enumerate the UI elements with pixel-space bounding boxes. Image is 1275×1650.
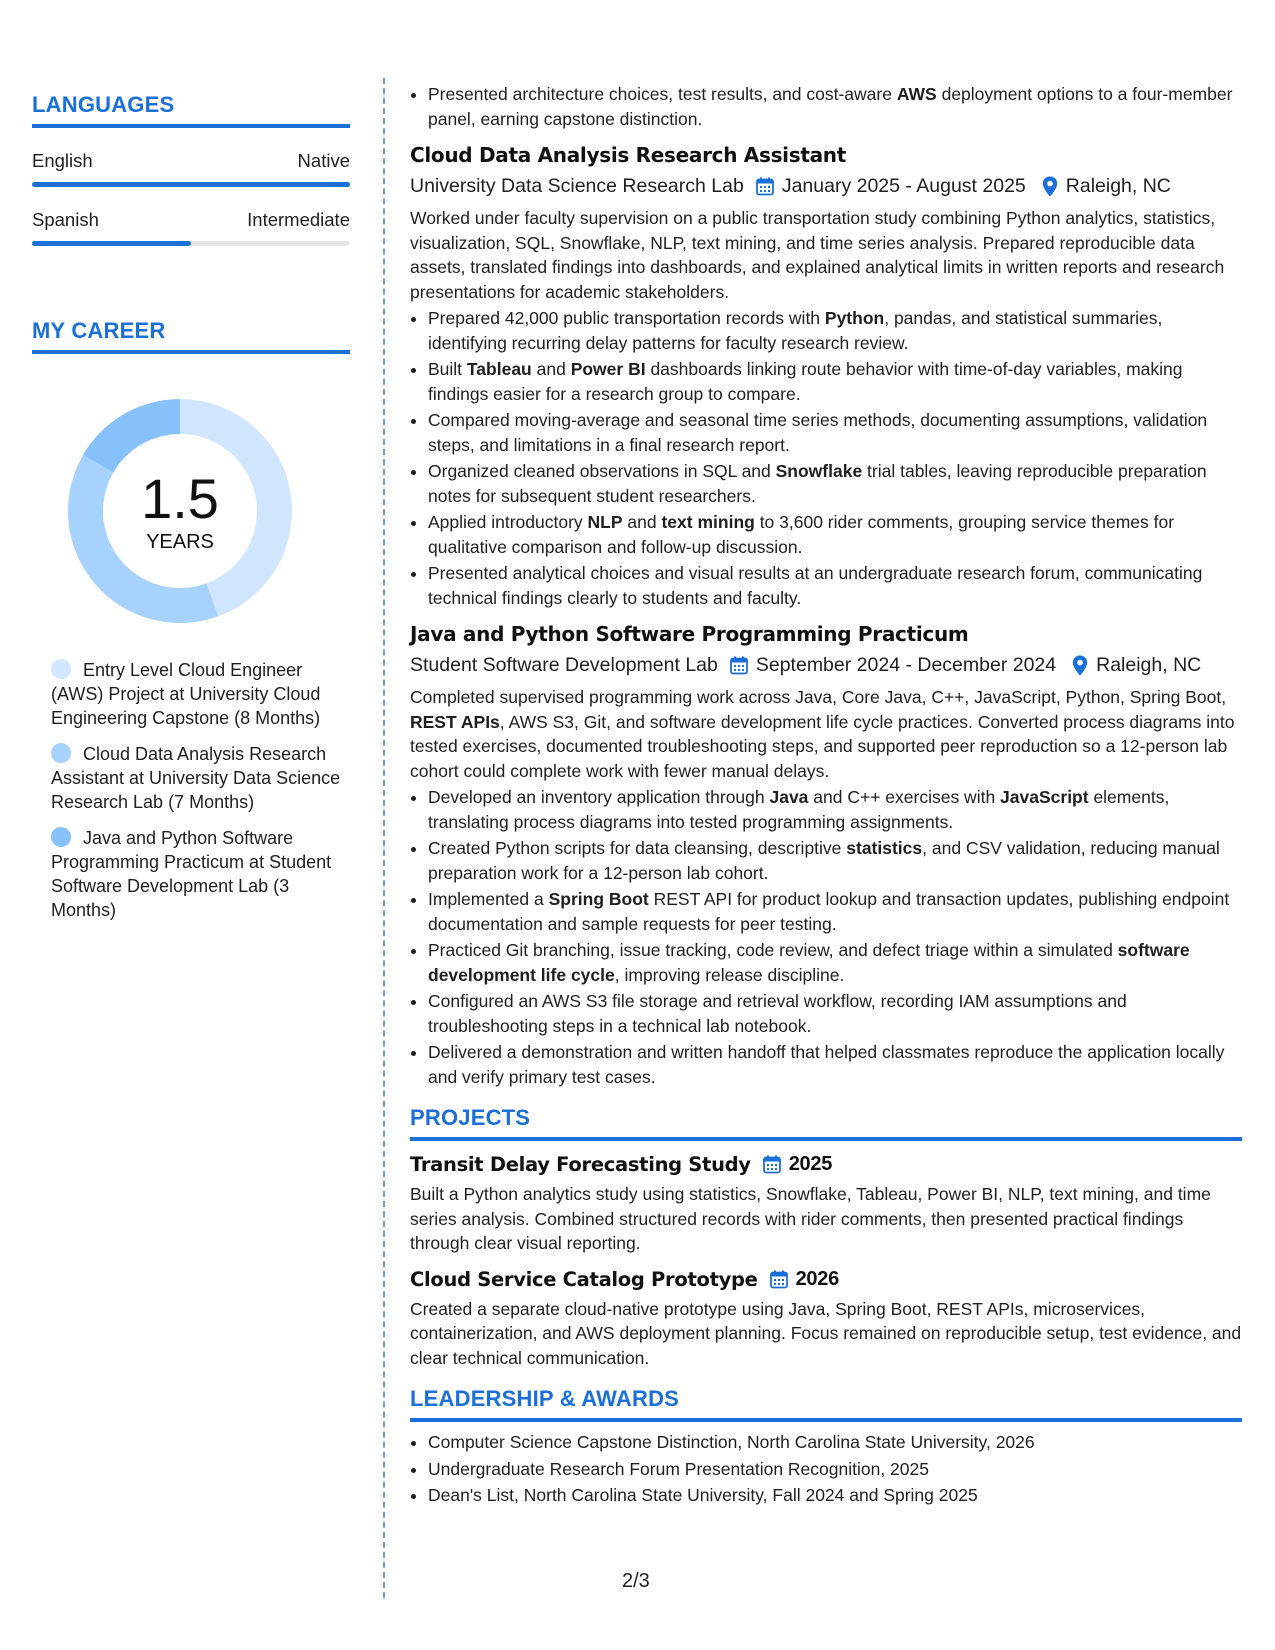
list-item: • Implemented a Spring Boot REST API for product lookup and transaction updates, publishing endpoint documentation and sample requests for peer testing. [428, 887, 1242, 936]
project-name: Cloud Service Catalog Prototype [410, 1267, 758, 1291]
project-year: 2026 [795, 1267, 839, 1290]
calendar-icon [763, 1155, 781, 1174]
job-summary: Completed supervised programming work across Java, Core Java, C++, JavaScript, Python, Spring Boot, REST APIs, AWS S3, Git, and software development life cycle practices. Converted process diagrams into tested exercises, documented troubleshooting steps, and supported peer reproduction so a 12-person lab cohort could complete work with fewer manual delays. [410, 687, 1235, 781]
project-desc: Created a separate cloud-native prototype using Java, Spring Boot, REST APIs, microservices, containerization, and AWS deployment planning. Focus remained on reproducible setup, test evidence, and clear technical communication. [410, 1298, 1242, 1368]
language-item [32, 209, 350, 246]
job-bullets [410, 306, 1242, 610]
language-level: Intermediate [247, 209, 350, 230]
calendar-icon [730, 656, 748, 675]
project-title-row [410, 1153, 1242, 1176]
carryover-bullets [410, 82, 1242, 131]
language-item [32, 150, 350, 187]
job-title: Cloud Data Analysis Research Assistant [410, 143, 846, 167]
list-item: • Prepared 42,000 public transportation records with Python, pandas, and statistical summaries, identifying recurring delay patterns for faculty research review. [428, 306, 1242, 355]
list-item: • Presented analytical choices and visual results at an undergraduate research forum, communicating technical findings clearly to students and faculty. [428, 561, 1242, 610]
project-entry [410, 1268, 1242, 1371]
language-bar [32, 241, 350, 246]
sidebar [32, 92, 350, 934]
list-item: • Organized cleaned observations in SQL and Snowflake trial tables, leaving reproducible preparation notes for subsequent student researchers. [428, 459, 1242, 508]
project-year: 2025 [788, 1153, 833, 1175]
language-level: Native [297, 150, 350, 171]
leadership-list [410, 1430, 1242, 1508]
career-item [51, 826, 350, 922]
job-dates: September 2024 - December 2024 [755, 654, 1057, 676]
job-entry [410, 622, 1242, 1089]
career-heading: MY CAREER [32, 318, 350, 354]
leadership-heading: LEADERSHIP & AWARDS [410, 1386, 1242, 1422]
career-item-text: Cloud Data Analysis Research Assistant at University Data Science Research Lab (7 Months) [51, 744, 341, 812]
career-donut [67, 398, 293, 624]
career-total-value: 1.5 [141, 466, 219, 530]
list-item: • Presented architecture choices, test results, and cost-aware AWS deployment options to a four-member panel, earning capstone distinction. [428, 82, 1242, 131]
calendar-icon [770, 1270, 788, 1289]
list-item: • Practiced Git branching, issue tracking, code review, and defect triage within a simulated software development life cycle, improving release discipline. [428, 938, 1242, 987]
projects-heading: PROJECTS [410, 1105, 1242, 1141]
language-name: English [32, 150, 93, 171]
circle-dot-icon [51, 827, 71, 847]
career-item-text: Java and Python Software Programming Practicum at Student Software Development Lab (3 Months) [51, 828, 332, 920]
job-meta [410, 654, 1242, 677]
language-name: Spanish [32, 209, 99, 230]
job-location: Raleigh, NC [1065, 175, 1171, 197]
list-item: • Applied introductory NLP and text mining to 3,600 rider comments, grouping service themes for qualitative comparison and follow-up discussion. [428, 510, 1242, 559]
career-item-text: Entry Level Cloud Engineer (AWS) Project at University Cloud Engineering Capstone (8 Months) [51, 660, 321, 728]
list-item: • Undergraduate Research Forum Presentation Recognition, 2025 [428, 1457, 1242, 1482]
career-list [32, 658, 350, 922]
list-item: • Built Tableau and Power BI dashboards linking route behavior with time-of-day variables, making findings easier for a research group to compare. [428, 357, 1242, 406]
language-bar-fill [32, 241, 191, 246]
list-item: • Delivered a demonstration and written handoff that helped classmates reproduce the application locally and verify primary test cases. [428, 1040, 1242, 1089]
list-item: • Compared moving-average and seasonal time series methods, documenting assumptions, validation steps, and limitations in a final research report. [428, 408, 1242, 457]
list-item: • Dean's List, North Carolina State University, Fall 2024 and Spring 2025 [428, 1483, 1242, 1508]
project-title-row [410, 1268, 1242, 1291]
list-item: • Developed an inventory application through Java and C++ exercises with JavaScript elements, translating process diagrams into tested programming assignments. [428, 785, 1242, 834]
language-bar [32, 182, 350, 187]
calendar-icon [756, 177, 774, 196]
project-desc: Built a Python analytics study using statistics, Snowflake, Tableau, Power BI, NLP, text mining, and time series analysis. Combined structured records with rider comments, then presented practical findings through clear visual reporting. [410, 1184, 1211, 1253]
career-total-unit: YEARS [146, 530, 214, 553]
job-org: University Data Science Research Lab [410, 175, 744, 197]
circle-dot-icon [51, 743, 71, 763]
main-content [410, 80, 1242, 1510]
languages-heading: LANGUAGES [32, 92, 350, 128]
job-entry [410, 143, 1242, 610]
career-item [51, 658, 350, 730]
project-name: Transit Delay Forecasting Study [410, 1153, 751, 1176]
map-pin-icon [1042, 176, 1058, 197]
job-dates: January 2025 - August 2025 [781, 175, 1026, 197]
career-item [51, 742, 350, 814]
job-location: Raleigh, NC [1096, 654, 1202, 676]
page-number: 2/3 [622, 1570, 650, 1592]
job-org: Student Software Development Lab [410, 654, 718, 676]
job-meta [410, 175, 1242, 198]
map-pin-icon [1072, 655, 1088, 676]
column-divider [383, 78, 385, 1598]
list-item: • Created Python scripts for data cleansing, descriptive statistics, and CSV validation, reducing manual preparation work for a 12-person lab cohort. [428, 836, 1242, 885]
language-bar-fill [32, 182, 350, 187]
job-bullets [410, 785, 1242, 1089]
circle-dot-icon [51, 659, 71, 679]
list-item: • Computer Science Capstone Distinction, North Carolina State University, 2026 [428, 1430, 1242, 1455]
job-title: Java and Python Software Programming Practicum [410, 622, 969, 646]
job-summary: Worked under faculty supervision on a public transportation study combining Python analytics, statistics, visualization, SQL, Snowflake, NLP, text mining, and time series analysis. Prepared reproducible data assets, translated findings into dashboards, and explained analytical limits in written reports and research presentations for academic stakeholders. [410, 208, 1225, 302]
list-item: • Configured an AWS S3 file storage and retrieval workflow, recording IAM assumptions and troubleshooting steps in a technical lab notebook. [428, 989, 1242, 1038]
project-entry [410, 1153, 1242, 1256]
